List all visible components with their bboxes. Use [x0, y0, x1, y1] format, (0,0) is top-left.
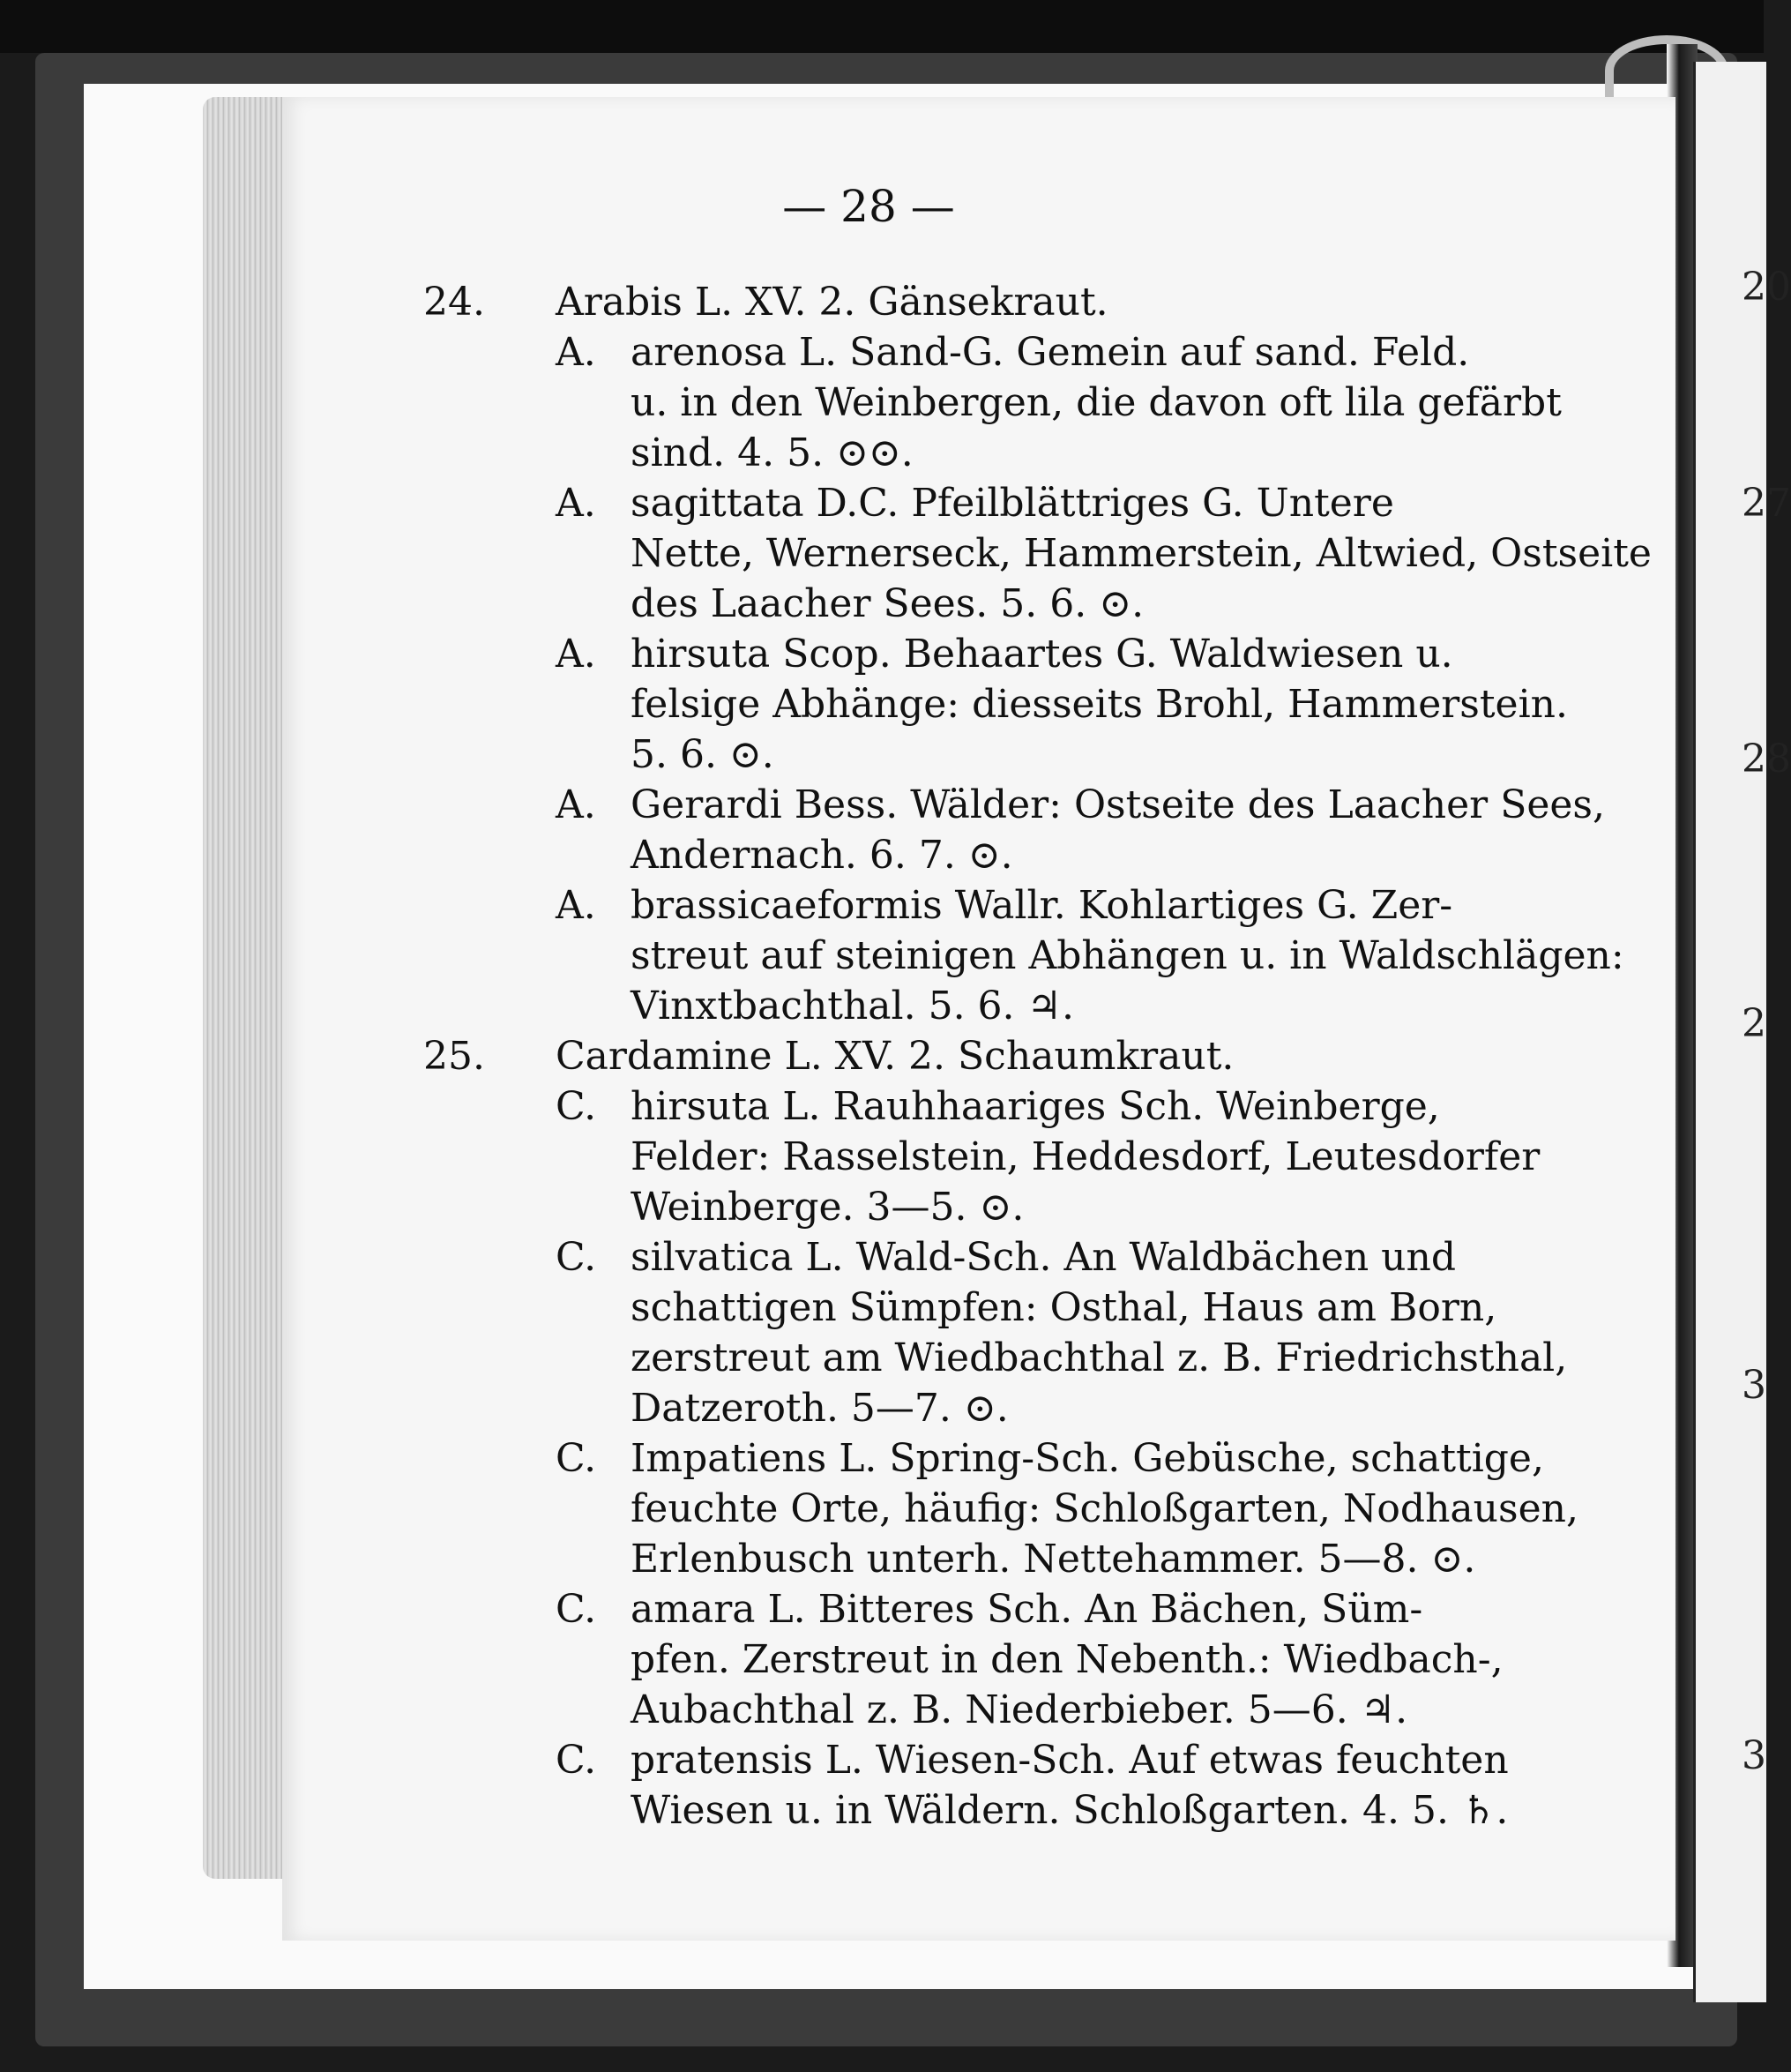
- margin-fragment: 3: [1742, 1733, 1766, 1778]
- line-text: Impatiens L. Spring-Sch. Gebüsche, schattige,: [631, 1436, 1544, 1481]
- genus-abbreviation: C.: [556, 1235, 597, 1280]
- line-text: schattigen Sümpfen: Osthal, Haus am Born,: [631, 1285, 1497, 1330]
- book-page: [282, 97, 1675, 1941]
- line-text: Wiesen u. in Wäldern. Schloßgarten. 4. 5. ♄.: [631, 1788, 1509, 1833]
- line-text: amara L. Bitteres Sch. An Bächen, Süm-: [631, 1587, 1423, 1632]
- line-text: Aubachthal z. B. Niederbieber. 5—6. ♃.: [631, 1687, 1408, 1732]
- margin-fragment: 27: [1742, 481, 1791, 526]
- page-number: — 28 —: [782, 181, 955, 232]
- line-text: sagittata D.C. Pfeilblättriges G. Untere: [631, 481, 1394, 526]
- line-text: hirsuta Scop. Behaartes G. Waldwiesen u.: [631, 632, 1453, 677]
- margin-fragment: 2: [1742, 1001, 1766, 1046]
- entry-number: 25.: [423, 1034, 485, 1079]
- genus-abbreviation: C.: [556, 1738, 597, 1783]
- line-text: Andernach. 6. 7. ⊙.: [631, 833, 1013, 878]
- line-text: Datzeroth. 5—7. ⊙.: [631, 1386, 1009, 1431]
- line-text: zerstreut am Wiedbachthal z. B. Friedrichsthal,: [631, 1335, 1568, 1380]
- margin-fragment: 3: [1742, 1363, 1766, 1408]
- line-text: felsige Abhänge: diesseits Brohl, Hammerstein.: [631, 682, 1568, 727]
- line-text: u. in den Weinbergen, die davon oft lila gefärbt: [631, 380, 1562, 425]
- line-text: hirsuta L. Rauhhaariges Sch. Weinberge,: [631, 1084, 1440, 1129]
- line-text: Arabis L. XV. 2. Gänsekraut.: [556, 280, 1108, 325]
- genus-abbreviation: A.: [556, 883, 596, 928]
- genus-abbreviation: C.: [556, 1084, 597, 1129]
- line-text: des Laacher Sees. 5. 6. ⊙.: [631, 581, 1145, 626]
- line-text: Erlenbusch unterh. Nettehammer. 5—8. ⊙.: [631, 1537, 1476, 1582]
- line-text: Weinberge. 3—5. ⊙.: [631, 1185, 1025, 1230]
- genus-abbreviation: A.: [556, 330, 596, 375]
- line-text: arenosa L. Sand-G. Gemein auf sand. Feld.: [631, 330, 1470, 375]
- genus-abbreviation: A.: [556, 481, 596, 526]
- line-text: feuchte Orte, häufig: Schloßgarten, Nodhausen,: [631, 1486, 1578, 1531]
- genus-abbreviation: A.: [556, 782, 596, 827]
- genus-abbreviation: C.: [556, 1436, 597, 1481]
- margin-fragment: 20: [1742, 265, 1791, 310]
- line-text: 5. 6. ⊙.: [631, 732, 774, 777]
- line-text: Gerardi Bess. Wälder: Ostseite des Laacher Sees,: [631, 782, 1605, 827]
- line-text: Nette, Wernerseck, Hammerstein, Altwied, Ostseite: [631, 531, 1652, 576]
- line-text: Vinxtbachthal. 5. 6. ♃.: [631, 984, 1074, 1029]
- top-strip: [0, 0, 1764, 53]
- genus-abbreviation: A.: [556, 632, 596, 677]
- entry-number: 24.: [423, 280, 485, 325]
- line-text: sind. 4. 5. ⊙⊙.: [631, 430, 914, 475]
- line-text: streut auf steinigen Abhängen u. in Waldschlägen:: [631, 933, 1624, 978]
- page-edges: [203, 97, 291, 1879]
- genus-abbreviation: C.: [556, 1587, 597, 1632]
- line-text: pfen. Zerstreut in den Nebenth.: Wiedbach-,: [631, 1637, 1504, 1682]
- line-text: silvatica L. Wald-Sch. An Waldbächen und: [631, 1235, 1457, 1280]
- line-text: Felder: Rasselstein, Heddesdorf, Leutesdorfer: [631, 1134, 1541, 1179]
- margin-fragment: 28: [1742, 737, 1791, 782]
- line-text: Cardamine L. XV. 2. Schaumkraut.: [556, 1034, 1235, 1079]
- line-text: pratensis L. Wiesen-Sch. Auf etwas feuchten: [631, 1738, 1509, 1783]
- line-text: brassicaeformis Wallr. Kohlartiges G. Zer-: [631, 883, 1453, 928]
